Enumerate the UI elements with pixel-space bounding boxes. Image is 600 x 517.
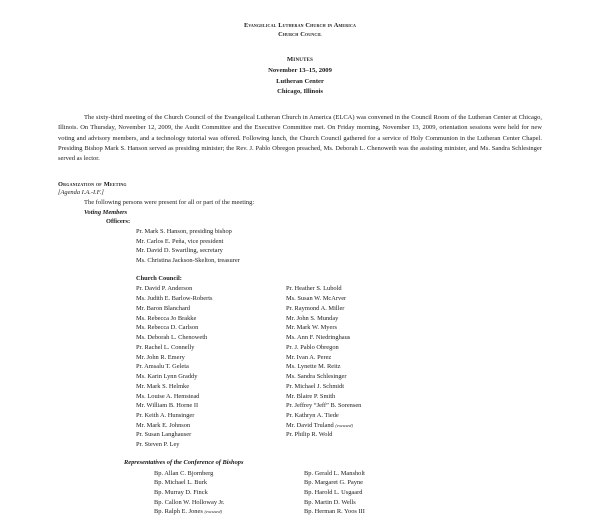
agenda-reference: [Agenda I.A.-I.F.] bbox=[58, 189, 104, 197]
list-item: Ms. Louise A. Hemstead bbox=[136, 392, 200, 400]
list-item: Ms. Rebecca Jo Brakke bbox=[136, 314, 197, 322]
member-name: Bp. Ralph E. Jones bbox=[154, 508, 203, 516]
excused-note: (excused) bbox=[335, 422, 353, 428]
list-item: Pr. Heather S. Lubold bbox=[286, 285, 342, 293]
church-council-roster bbox=[136, 284, 542, 449]
bishops-left-column bbox=[154, 469, 304, 517]
list-item: Ms. Rebecca D. Carlson bbox=[136, 324, 199, 332]
meeting-city: Chicago, Illinois bbox=[277, 88, 323, 96]
list-item: Pr. Michael J. Schmidt bbox=[286, 382, 345, 390]
list-item: Mr. Baron Blanchard bbox=[136, 304, 191, 312]
list-item: Ms. Deborah L. Chenoweth bbox=[136, 334, 208, 342]
list-item: Pr. Raymond A. Miller bbox=[286, 304, 345, 312]
church-council-right-column bbox=[286, 284, 436, 449]
meeting-dates: November 13–15, 2009 bbox=[268, 66, 332, 74]
list-item: Pr. Philip R. Wold bbox=[286, 431, 333, 439]
list-item: Pr. Susan Langhauser bbox=[136, 431, 192, 439]
excused-note: (excused) bbox=[204, 509, 223, 515]
bishops-roster bbox=[154, 469, 542, 517]
list-item: Pr. Kathryn A. Tiede bbox=[286, 411, 339, 419]
list-item: Pr. Rachel L. Connelly bbox=[136, 343, 195, 351]
list-item: Mr. Blaire P. Smith bbox=[286, 392, 336, 400]
attendance-lead-in: The following persons were present for all or part of the meeting: bbox=[84, 198, 255, 206]
list-item: Pr. David P. Anderson bbox=[136, 285, 193, 293]
voting-members-heading: Voting Members bbox=[84, 208, 128, 216]
church-council-heading: Church Council: bbox=[136, 274, 182, 282]
list-item: Pr. Steven P. Ley bbox=[136, 441, 180, 449]
list-item: Bp. Callon W. Holloway Jr. bbox=[154, 498, 225, 506]
organization-title: Evangelical Lutheran Church in America bbox=[243, 22, 357, 29]
list-item: Mr. John S. Munday bbox=[286, 314, 339, 322]
list-item: Ms. Ann F. Niedringhaus bbox=[286, 334, 351, 342]
body-name-title: Church Council bbox=[278, 30, 322, 38]
list-item: Pr. J. Pablo Obregon bbox=[286, 343, 339, 351]
list-item: Mr. Mark W. Myers bbox=[286, 324, 337, 332]
document-header bbox=[58, 22, 542, 39]
list-item: Mr. Mark E. Johnson bbox=[136, 421, 191, 429]
intro-paragraph: The sixty-third meeting of the Church Council of the Evangelical Lutheran Church in America (ELCA) was convened in the Council Room of the Lutheran Center at Chicago, Illinois. On Thursday, November 12, 2009, the Audit Committee and the Executive Committee met. On Friday morning, November 13, 2009, orientation sessions were held for new voting and advisory members, and a technology tutorial was offered. Following lunch, the Church Council gathered for a service of Holy Communion in the Lutheran Center Chapel. Presiding Bishop Mark S. Hanson served as presiding minister; the Rev. J. Pablo Obregon preached, Ms. Deborah L. Chenoweth was the assisting minister, and Ms. Sandra Schlesinger served as lector. bbox=[58, 113, 542, 163]
list-item: Mr. Ivan A. Perez bbox=[286, 353, 332, 361]
list-item: Ms. Susan W. McArver bbox=[286, 295, 347, 303]
list-item: Bp. Murray D. Finck bbox=[154, 488, 208, 496]
meeting-info-block bbox=[58, 55, 542, 98]
list-item: Ms. Christina Jackson-Skelton, treasurer bbox=[136, 257, 240, 265]
meeting-venue: Lutheran Center bbox=[276, 77, 324, 85]
bishops-right-column bbox=[304, 469, 454, 517]
list-item: Mr. William B. Horne II bbox=[136, 402, 199, 410]
list-item bbox=[154, 507, 304, 517]
minutes-label: Minutes bbox=[286, 56, 314, 64]
list-item: Mr. John R. Emery bbox=[136, 353, 185, 361]
list-item: Bp. Gerald L. Mansholt bbox=[304, 469, 365, 477]
officers-heading: Officers: bbox=[106, 218, 131, 226]
list-item: Pr. Keith A. Hunsinger bbox=[136, 411, 195, 419]
list-item: Ms. Lynette M. Reitz bbox=[286, 363, 341, 371]
list-item: Ms. Sandra Schlesinger bbox=[286, 373, 347, 381]
list-item: Pr. Jeffrey “Jeff” B. Sorensen bbox=[286, 402, 362, 410]
list-item: Mr. Carlos E. Peña, vice president bbox=[136, 237, 224, 245]
officers-list bbox=[136, 227, 542, 266]
list-item: Bp. Allan C. Bjornberg bbox=[154, 469, 214, 477]
list-item bbox=[286, 421, 436, 431]
church-council-left-column bbox=[136, 284, 286, 449]
list-item: Mr. David D. Swartling, secretary bbox=[136, 247, 223, 255]
organization-of-meeting-section bbox=[58, 181, 542, 517]
section-heading: Organization of Meeting bbox=[58, 181, 127, 189]
list-item: Bp. Herman R. Yoos III bbox=[304, 508, 365, 516]
member-name: Mr. David Truland bbox=[286, 421, 334, 429]
list-item: Mr. Mark S. Helmke bbox=[136, 382, 190, 390]
list-item: Pr. Mark S. Hanson, presiding bishop bbox=[136, 227, 232, 235]
list-item: Bp. Martin D. Wells bbox=[304, 498, 356, 506]
list-item: Pr. Amsalu T. Geleta bbox=[136, 363, 189, 371]
list-item: Bp. Margaret G. Payne bbox=[304, 479, 363, 487]
list-item: Bp. Michael L. Burk bbox=[154, 479, 208, 487]
list-item: Bp. Harold L. Usgaard bbox=[304, 488, 363, 496]
bishops-representatives-heading: Representatives of the Conference of Bishops bbox=[124, 458, 244, 466]
list-item: Ms. Karin Lynn Graddy bbox=[136, 373, 198, 381]
list-item: Ms. Judith E. Barlow-Roberts bbox=[136, 295, 213, 303]
